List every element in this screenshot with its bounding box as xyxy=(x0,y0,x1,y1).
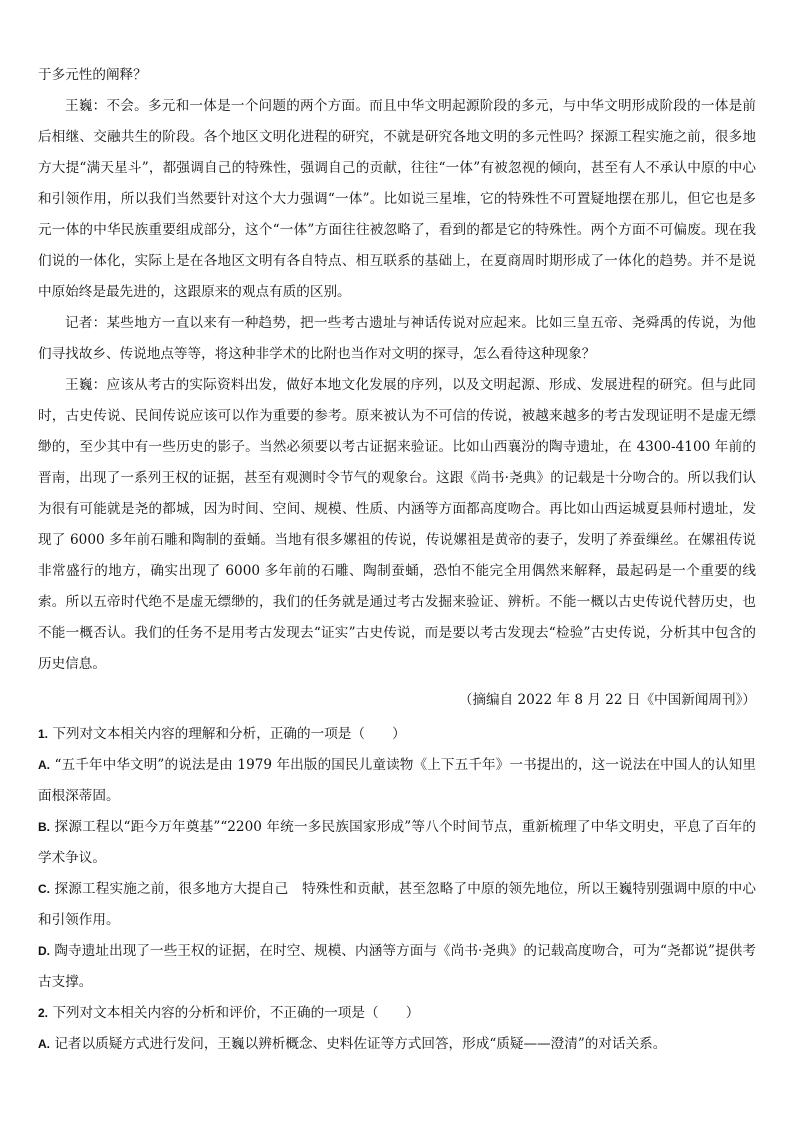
passage-paragraph-1: 王巍：不会。多元和一体是一个问题的两个方面。而且中华文明起源阶段的多元，与中华文明形成阶段的一体是前后相继、交融共生的阶段。各个地区文明化进程的研究，不就是研究各地文明的多元性吗？探源工程实施之前，很多地方大提“满天星斗”，都强调自己的特殊性，强调自己的贡献，往往“一体”有被忽视的倾向，甚至有人不承认中原的中心和引领作用，所以我们当然要针对这个大力强调“一体”。比如说三星堆，它的特殊性不可置疑地摆在那儿，但它也是多元一体的中华民族重要组成部分，这个“一体”方面往往被忽略了，看到的都是它的特殊性。两个方面不可偏废。现在我们说的一体化，实际上是在各地区文明有各自特点、相互联系的基础上，在夏商周时期形成了一体化的趋势。并不是说中原始终是最先进的，这跟原来的观点有质的区别。 xyxy=(38,98,756,300)
question-1-option-a xyxy=(38,750,756,812)
option-text: 探源工程以“距今万年奠基”“2200 年统一多民族国家形成”等八个时间节点，重新梳理了中华文明史，平息了百年的学术争议。 xyxy=(38,819,756,866)
option-label: B. xyxy=(38,820,50,834)
passage-paragraph-3: 王巍：应该从考古的实际资料出发，做好本地文化发展的序列，以及文明起源、形成、发展进程的研究。但与此同时，古史传说、民间传说应该可以作为重要的参考。原来被认为不可信的传说，被越来越多的考古发现证明不是虚无缥缈的，至少其中有一些历史的影子。当然必须要以考古证据来验证。比如山西襄汾的陶寺遗址，在 4300-4100 年前的晋南，出现了一系列王权的证据，甚至有观测时令节气的观象台。这跟《尚书·尧典》的记载是十分吻合的。所以我们认为很有可能就是尧的都城，因为时间、空间、规模、性质、内涵等方面都高度吻合。再比如山西运城夏县师村遗址，发现了 6000 多年前石雕和陶制的蚕蛹。当地有很多嫘祖的传说，传说嫘祖是黄帝的妻子，发明了养蚕缫丝。在嫘祖传说非常盛行的地方，确实出现了 6000 多年前的石雕、陶制蚕蛹，恐怕不能完全用偶然来解释，最起码是一个重要的线索。所以五帝时代绝不是虚无缥缈的，我们的任务就是通过考古发掘来验证、辨析。不能一概以古史传说代替历史，也不能一概否认。我们的任务不是用考古发现去“证实”古史传说，而是要以考古发现去“检验”古史传说，分析其中包含的历史信息。 xyxy=(38,377,756,672)
question-2-option-a xyxy=(38,1029,756,1060)
question-text: 下列对文本相关内容的理解和分析，正确的一项是（ ） xyxy=(52,726,406,742)
option-label: A. xyxy=(38,1037,50,1051)
question-2-stem xyxy=(38,998,756,1029)
passage-paragraph-2: 记者：某些地方一直以来有一种趋势，把一些考古遗址与神话传说对应起来。比如三皇五帝、尧舜禹的传说，为他们寻找故乡、传说地点等等，将这种非学术的比附也当作对文明的探寻，怎么看待这种现象？ xyxy=(38,315,756,362)
option-label: A. xyxy=(38,758,50,772)
question-1-option-b xyxy=(38,812,756,874)
source-citation: （摘编自 2022 年 8 月 22 日《中国新闻周刊》） xyxy=(458,692,756,708)
option-text: 探源工程实施之前，很多地方大提自己 特殊性和贡献，甚至忽略了中原的领先地位，所以王巍特别强调中原的中心和引领作用。 xyxy=(38,881,757,928)
document-page xyxy=(38,60,756,1060)
question-1-option-c xyxy=(38,874,756,936)
question-number: 1. xyxy=(38,727,49,741)
passage-paragraph-0: 于多元性的阐释？ xyxy=(38,67,147,83)
question-text: 下列对文本相关内容的分析和评价，不正确的一项是（ ） xyxy=(52,1005,420,1021)
option-label: C. xyxy=(38,882,50,896)
question-1-option-d xyxy=(38,936,756,998)
question-1 xyxy=(38,719,756,998)
option-text: 记者以质疑方式进行发问，王巍以辨析概念、史料佐证等方式回答，形成“质疑——澄清”的对话关系。 xyxy=(54,1036,667,1052)
question-2 xyxy=(38,998,756,1060)
option-label: D. xyxy=(38,944,50,958)
option-text: “五千年中华文明”的说法是由 1979 年出版的国民儿童读物《上下五千年》一书提出的，这一说法在中国人的认知里面根深蒂固。 xyxy=(38,757,756,804)
question-1-stem xyxy=(38,719,756,750)
option-text: 陶寺遗址出现了一些王权的证据，在时空、规模、内涵等方面与《尚书·尧典》的记载高度吻合，可为“尧都说”提供考古支撑。 xyxy=(38,943,757,990)
question-number: 2. xyxy=(38,1006,49,1020)
